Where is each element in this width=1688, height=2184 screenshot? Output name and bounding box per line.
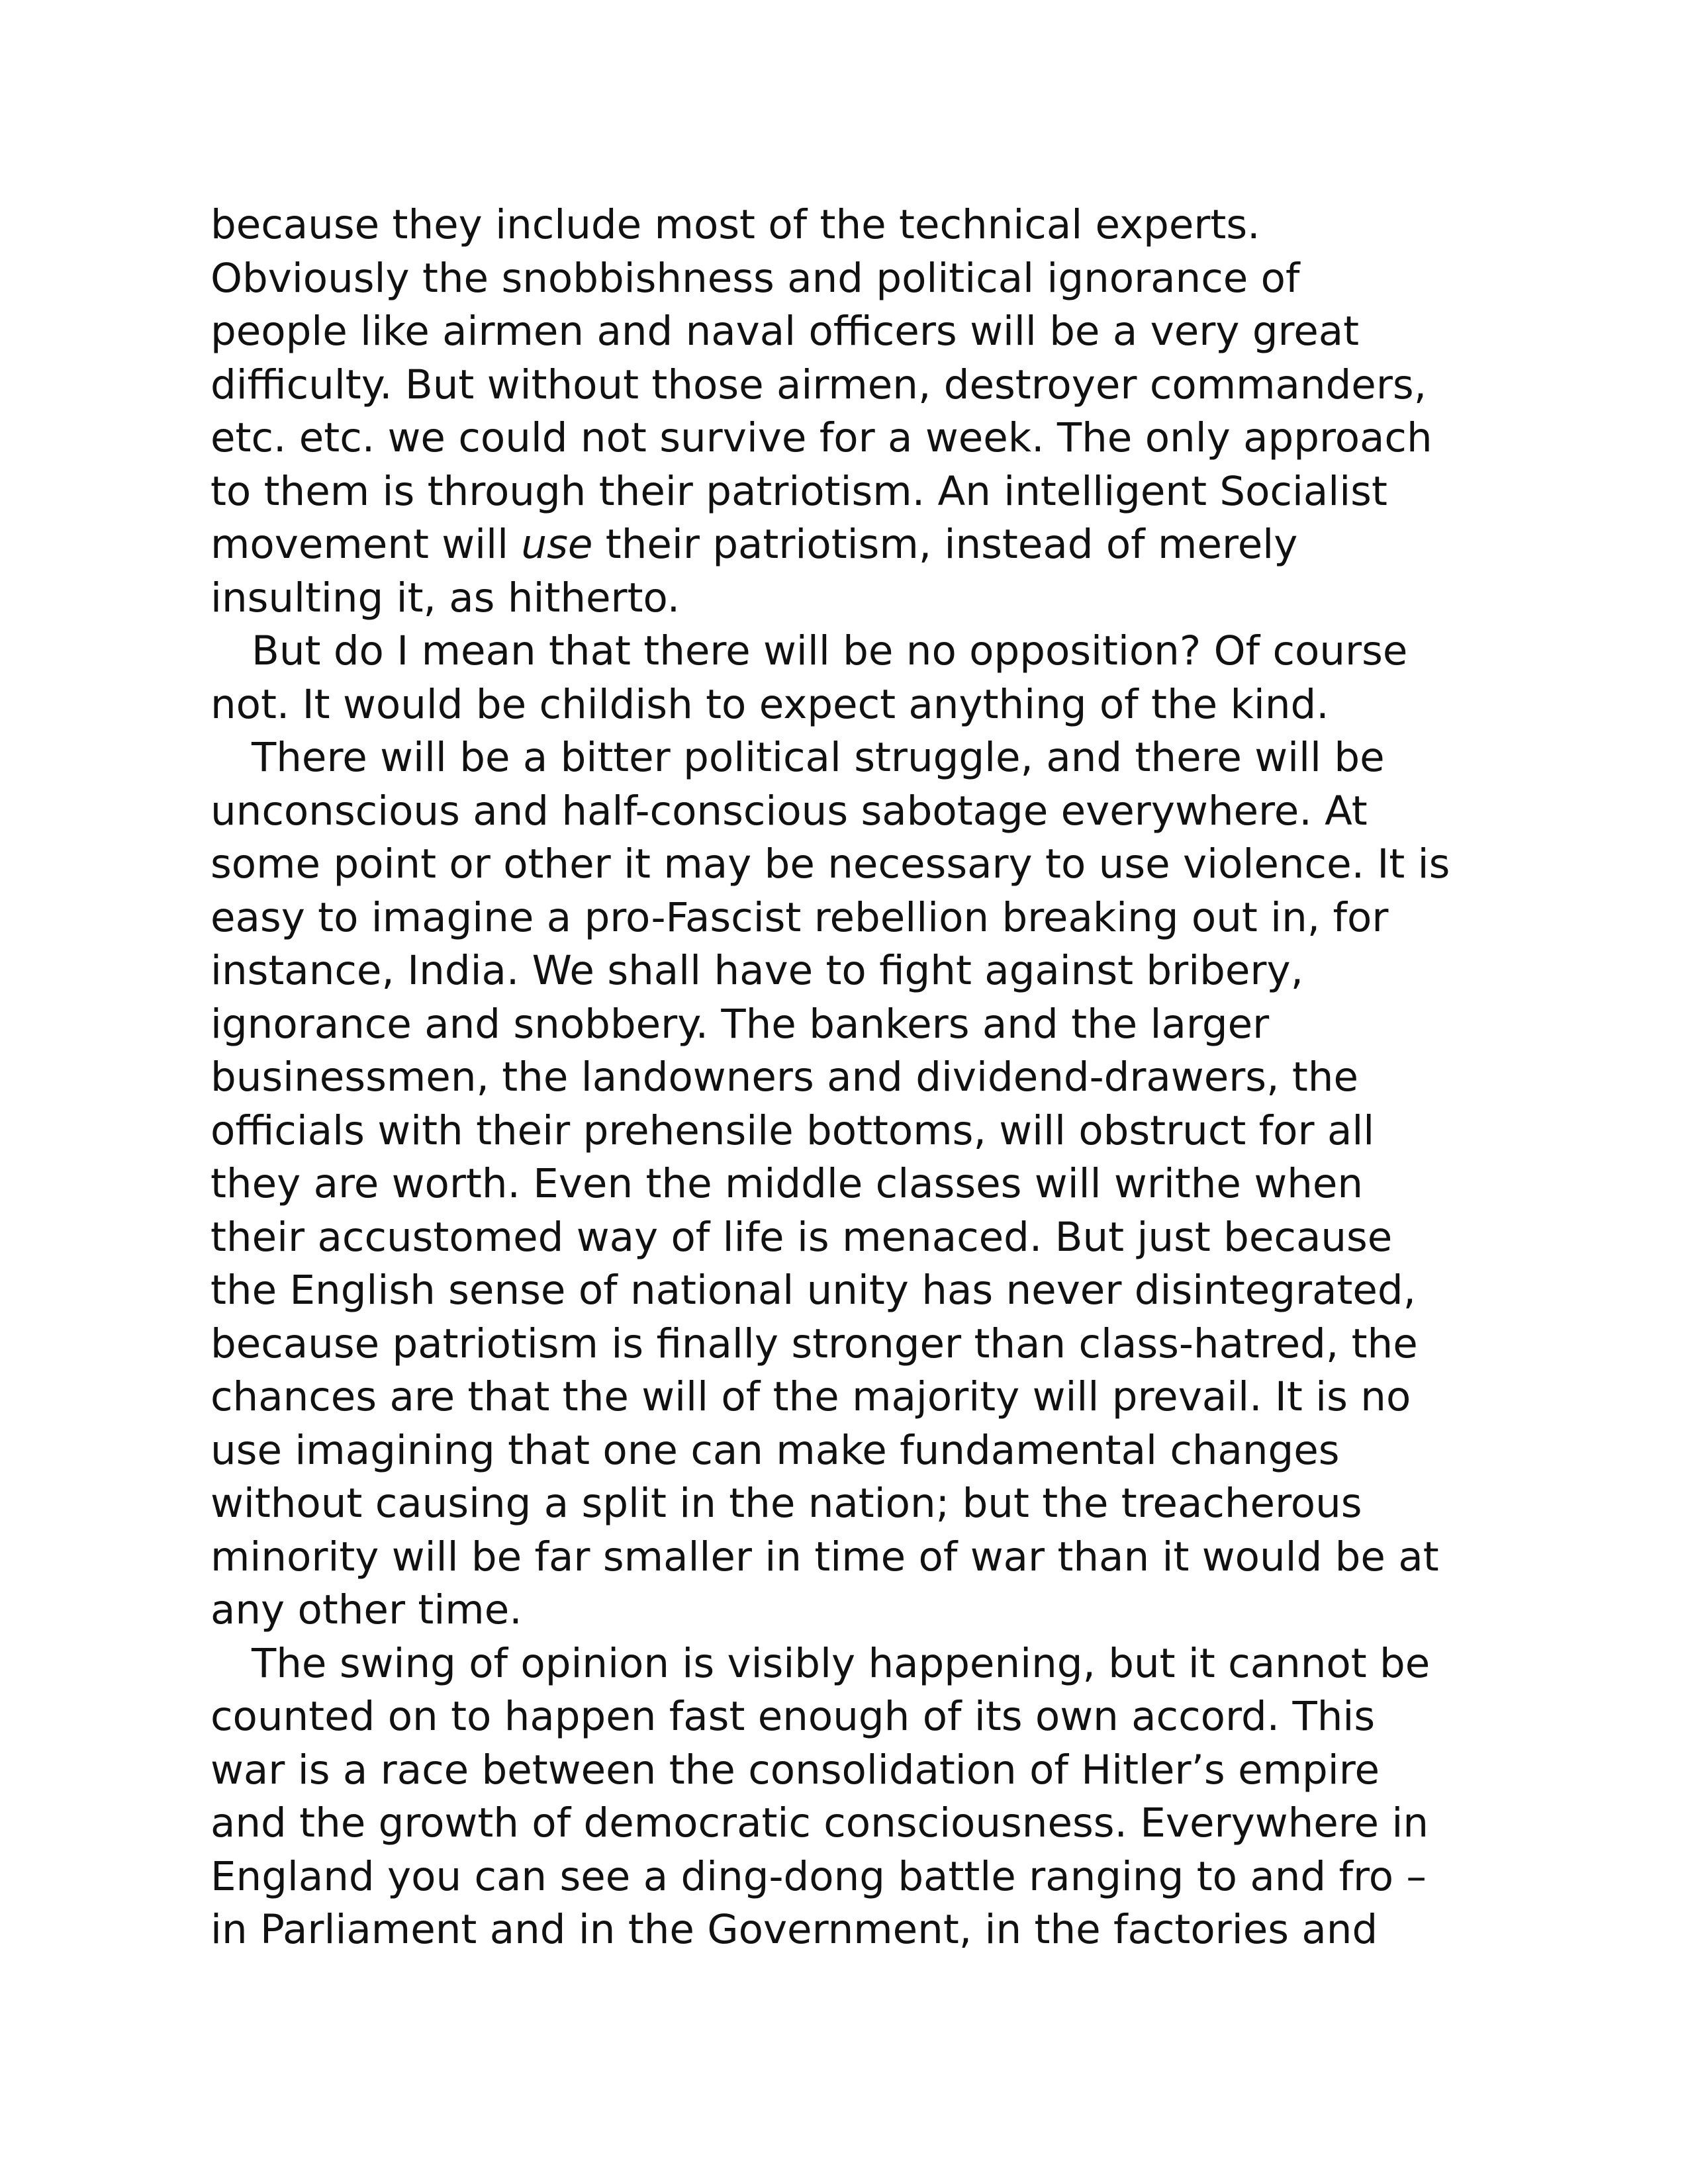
text-line: etc. etc. we could not survive for a week. The only approach [211, 414, 1432, 461]
text-line: the English sense of national unity has never disintegrated, [211, 1267, 1417, 1314]
text-line: minority will be far smaller in time of war than it would be at [211, 1533, 1439, 1580]
text-line: any other time. [211, 1586, 522, 1633]
text-line: businessmen, the landowners and dividend-drawers, the [211, 1054, 1358, 1101]
text-line: But do I mean that there will be no opposition? Of course [252, 627, 1408, 674]
emphasized-word: use [521, 521, 593, 568]
text-segment: their patriotism, instead of merely [592, 521, 1298, 568]
text-line: counted on to happen fast enough of its own accord. This [211, 1693, 1376, 1740]
text-line: The swing of opinion is visibly happening, but it cannot be [252, 1639, 1430, 1687]
text-line: use imagining that one can make fundamental changes [211, 1426, 1340, 1474]
text-line: to them is through their patriotism. An intelligent Socialist [211, 467, 1387, 515]
text-line: their accustomed way of life is menaced. But just because [211, 1213, 1393, 1261]
document-page [211, 199, 1501, 1957]
text-line: people like airmen and naval officers will be a very great [211, 308, 1360, 355]
text-line: Obviously the snobbishness and political ignorance of [211, 254, 1300, 302]
text-line: officials with their prehensile bottoms, will obstruct for all [211, 1107, 1375, 1154]
text-segment: movement will [211, 521, 522, 568]
text-line: not. It would be childish to expect anything of the kind. [211, 680, 1329, 728]
text-line: instance, India. We shall have to fight against bribery, [211, 947, 1303, 994]
text-line: in Parliament and in the Government, in the factories and [211, 1906, 1378, 1953]
text-line: because patriotism is finally stronger than class-hatred, the [211, 1320, 1418, 1367]
text-line: difficulty. But without those airmen, destroyer commanders, [211, 361, 1427, 408]
text-line: easy to imagine a pro-Fascist rebellion breaking out in, for [211, 893, 1389, 941]
text-line: they are worth. Even the middle classes will writhe when [211, 1160, 1364, 1207]
text-line: unconscious and half-conscious sabotage everywhere. At [211, 787, 1368, 835]
text-line: some point or other it may be necessary to use violence. It is [211, 841, 1450, 887]
text-line: and the growth of democratic consciousness. Everywhere in [211, 1799, 1429, 1846]
text-line: chances are that the will of the majority will prevail. It is no [211, 1373, 1411, 1420]
text-line: insulting it, as hitherto. [211, 574, 680, 621]
text-line: There will be a bitter political struggle, and there will be [252, 734, 1385, 781]
text-line: ignorance and snobbery. The bankers and the larger [211, 1000, 1270, 1048]
text-line [211, 518, 1501, 572]
text-line: England you can see a ding-dong battle ranging to and fro – [211, 1852, 1427, 1900]
text-line: without causing a split in the nation; but the treacherous [211, 1480, 1362, 1527]
text-line: war is a race between the consolidation of Hitler’s empire [211, 1746, 1380, 1794]
text-line: because they include most of the technical experts. [211, 201, 1260, 248]
